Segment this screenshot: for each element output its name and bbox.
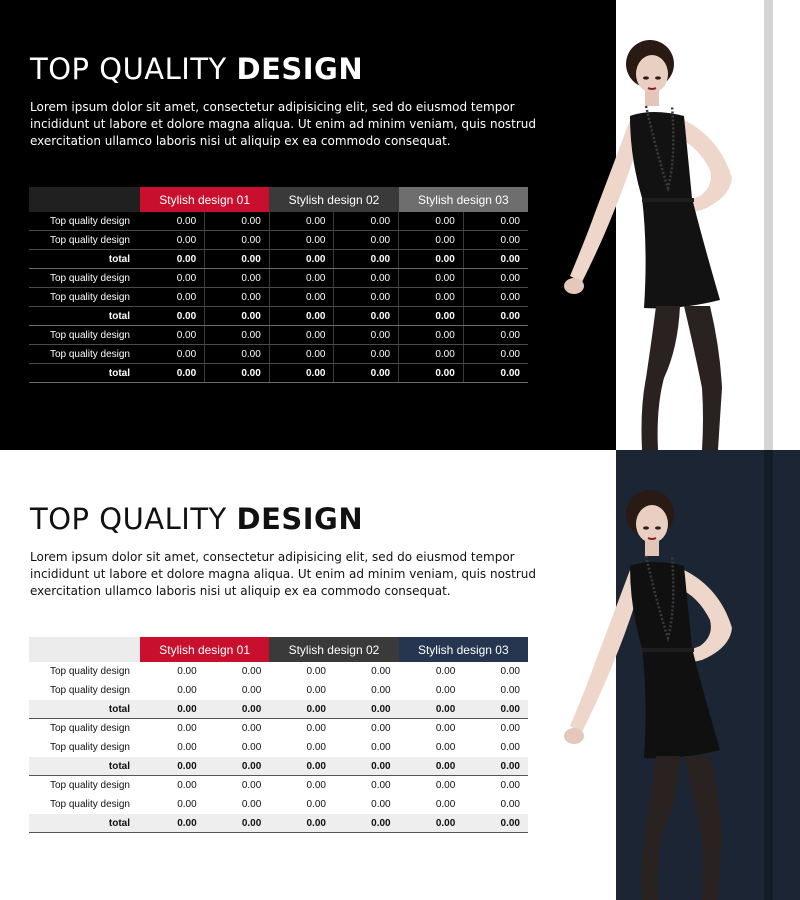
header-blank-cell <box>29 637 140 662</box>
value-cell: 0.00 <box>334 738 399 757</box>
value-cell: 0.00 <box>205 345 270 364</box>
value-cell: 0.00 <box>205 719 270 738</box>
value-cell: 0.00 <box>334 700 399 719</box>
value-cell: 0.00 <box>205 231 270 250</box>
value-cell: 0.00 <box>269 814 334 833</box>
row-label: Top quality design <box>29 326 140 345</box>
value-cell: 0.00 <box>463 662 528 681</box>
total-row <box>29 700 528 719</box>
value-cell: 0.00 <box>334 212 399 231</box>
value-cell: 0.00 <box>205 250 270 269</box>
value-cell: 0.00 <box>334 288 399 307</box>
value-cell: 0.00 <box>269 288 334 307</box>
value-cell: 0.00 <box>140 250 205 269</box>
model-photo <box>560 38 750 450</box>
value-cell: 0.00 <box>463 795 528 814</box>
value-cell: 0.00 <box>399 662 464 681</box>
value-cell: 0.00 <box>205 757 270 776</box>
value-cell: 0.00 <box>463 757 528 776</box>
value-cell: 0.00 <box>463 738 528 757</box>
value-cell: 0.00 <box>269 326 334 345</box>
value-cell: 0.00 <box>334 326 399 345</box>
value-cell: 0.00 <box>269 795 334 814</box>
row-label: Top quality design <box>29 269 140 288</box>
table-row <box>29 719 528 738</box>
value-cell: 0.00 <box>269 738 334 757</box>
value-cell: 0.00 <box>463 212 528 231</box>
value-cell: 0.00 <box>205 212 270 231</box>
header-stylish-design-01: Stylish design 01 <box>140 637 269 662</box>
value-cell: 0.00 <box>399 212 464 231</box>
value-cell: 0.00 <box>205 288 270 307</box>
value-cell: 0.00 <box>463 326 528 345</box>
model-photo <box>560 488 750 900</box>
table-row <box>29 681 528 700</box>
table-row <box>29 795 528 814</box>
value-cell: 0.00 <box>205 364 270 383</box>
table-row <box>29 288 528 307</box>
value-cell: 0.00 <box>140 700 205 719</box>
total-row <box>29 757 528 776</box>
value-cell: 0.00 <box>205 326 270 345</box>
value-cell: 0.00 <box>399 681 464 700</box>
slide-paragraph: Lorem ipsum dolor sit amet, consectetur adipisicing elit, sed do eiusmod tempor incididunt ut labore et dolore magna aliqua. Ut enim ad minim veniam, quis nostrud exercitation ullamco laboris nisi ut aliquip ex ea commodo consequat. <box>30 100 537 148</box>
value-cell: 0.00 <box>269 662 334 681</box>
value-cell: 0.00 <box>205 795 270 814</box>
value-cell: 0.00 <box>399 814 464 833</box>
value-cell: 0.00 <box>399 250 464 269</box>
value-cell: 0.00 <box>205 662 270 681</box>
value-cell: 0.00 <box>334 662 399 681</box>
value-cell: 0.00 <box>399 738 464 757</box>
header-stylish-design-02: Stylish design 02 <box>269 187 398 212</box>
table-row <box>29 738 528 757</box>
value-cell: 0.00 <box>269 776 334 795</box>
value-cell: 0.00 <box>140 288 205 307</box>
value-cell: 0.00 <box>140 757 205 776</box>
table-row <box>29 231 528 250</box>
title-bold-part: DESIGN <box>236 52 364 86</box>
row-label: Top quality design <box>29 345 140 364</box>
value-cell: 0.00 <box>399 700 464 719</box>
row-label: Top quality design <box>29 212 140 231</box>
value-cell: 0.00 <box>399 776 464 795</box>
value-cell: 0.00 <box>334 364 399 383</box>
total-label: total <box>29 814 140 833</box>
header-blank-cell <box>29 187 140 212</box>
value-cell: 0.00 <box>399 719 464 738</box>
value-cell: 0.00 <box>205 776 270 795</box>
row-label: Top quality design <box>29 719 140 738</box>
value-cell: 0.00 <box>463 231 528 250</box>
value-cell: 0.00 <box>463 307 528 326</box>
value-cell: 0.00 <box>205 269 270 288</box>
value-cell: 0.00 <box>140 814 205 833</box>
table-row <box>29 212 528 231</box>
value-cell: 0.00 <box>463 345 528 364</box>
value-cell: 0.00 <box>334 231 399 250</box>
value-cell: 0.00 <box>140 345 205 364</box>
value-cell: 0.00 <box>269 719 334 738</box>
value-cell: 0.00 <box>399 231 464 250</box>
table-header-row <box>29 187 528 212</box>
value-cell: 0.00 <box>463 250 528 269</box>
value-cell: 0.00 <box>140 231 205 250</box>
value-cell: 0.00 <box>140 326 205 345</box>
value-cell: 0.00 <box>269 307 334 326</box>
value-cell: 0.00 <box>399 326 464 345</box>
total-row <box>29 250 528 269</box>
value-cell: 0.00 <box>140 269 205 288</box>
slide-title <box>30 502 363 536</box>
value-cell: 0.00 <box>269 212 334 231</box>
value-cell: 0.00 <box>140 662 205 681</box>
value-cell: 0.00 <box>463 288 528 307</box>
value-cell: 0.00 <box>269 231 334 250</box>
total-label: total <box>29 250 140 269</box>
value-cell: 0.00 <box>269 250 334 269</box>
value-cell: 0.00 <box>140 681 205 700</box>
table-row <box>29 345 528 364</box>
value-cell: 0.00 <box>269 345 334 364</box>
value-cell: 0.00 <box>399 345 464 364</box>
value-cell: 0.00 <box>463 776 528 795</box>
slide-light <box>0 450 800 900</box>
total-label: total <box>29 364 140 383</box>
value-cell: 0.00 <box>140 212 205 231</box>
total-label: total <box>29 757 140 776</box>
table-row <box>29 269 528 288</box>
value-cell: 0.00 <box>399 795 464 814</box>
total-row <box>29 364 528 383</box>
side-stripe <box>764 0 773 450</box>
value-cell: 0.00 <box>334 757 399 776</box>
slide-title <box>30 52 363 86</box>
value-cell: 0.00 <box>269 757 334 776</box>
title-light-part: TOP QUALITY <box>30 52 237 86</box>
value-cell: 0.00 <box>140 307 205 326</box>
row-label: Top quality design <box>29 795 140 814</box>
value-cell: 0.00 <box>205 307 270 326</box>
row-label: Top quality design <box>29 231 140 250</box>
value-cell: 0.00 <box>269 269 334 288</box>
value-cell: 0.00 <box>205 681 270 700</box>
value-cell: 0.00 <box>140 719 205 738</box>
header-stylish-design-03: Stylish design 03 <box>399 637 528 662</box>
value-cell: 0.00 <box>205 738 270 757</box>
header-stylish-design-01: Stylish design 01 <box>140 187 269 212</box>
value-cell: 0.00 <box>205 814 270 833</box>
title-light-part: TOP QUALITY <box>30 502 237 536</box>
row-label: Top quality design <box>29 776 140 795</box>
title-bold-part: DESIGN <box>236 502 364 536</box>
value-cell: 0.00 <box>463 700 528 719</box>
row-label: Top quality design <box>29 681 140 700</box>
value-cell: 0.00 <box>463 681 528 700</box>
value-cell: 0.00 <box>334 345 399 364</box>
value-cell: 0.00 <box>269 681 334 700</box>
slide-paragraph: Lorem ipsum dolor sit amet, consectetur adipisicing elit, sed do eiusmod tempor incididunt ut labore et dolore magna aliqua. Ut enim ad minim veniam, quis nostrud exercitation ullamco laboris nisi ut aliquip ex ea commodo consequat. <box>30 550 537 598</box>
value-cell: 0.00 <box>269 700 334 719</box>
table-body <box>29 212 528 383</box>
table-body <box>29 662 528 833</box>
value-cell: 0.00 <box>463 269 528 288</box>
value-cell: 0.00 <box>334 814 399 833</box>
side-stripe <box>764 450 773 900</box>
value-cell: 0.00 <box>334 307 399 326</box>
table-row <box>29 662 528 681</box>
value-cell: 0.00 <box>463 364 528 383</box>
value-cell: 0.00 <box>463 814 528 833</box>
value-cell: 0.00 <box>334 776 399 795</box>
value-cell: 0.00 <box>205 700 270 719</box>
row-label: Top quality design <box>29 288 140 307</box>
value-cell: 0.00 <box>140 364 205 383</box>
value-cell: 0.00 <box>334 795 399 814</box>
header-stylish-design-03: Stylish design 03 <box>399 187 528 212</box>
value-cell: 0.00 <box>269 364 334 383</box>
total-label: total <box>29 700 140 719</box>
value-cell: 0.00 <box>399 288 464 307</box>
table-header-row <box>29 637 528 662</box>
row-label: Top quality design <box>29 662 140 681</box>
value-cell: 0.00 <box>140 795 205 814</box>
table-row <box>29 326 528 345</box>
data-table <box>29 187 528 383</box>
row-label: Top quality design <box>29 738 140 757</box>
value-cell: 0.00 <box>140 776 205 795</box>
data-table <box>29 637 528 833</box>
value-cell: 0.00 <box>140 738 205 757</box>
value-cell: 0.00 <box>399 364 464 383</box>
header-stylish-design-02: Stylish design 02 <box>269 637 398 662</box>
total-row <box>29 307 528 326</box>
value-cell: 0.00 <box>399 269 464 288</box>
total-label: total <box>29 307 140 326</box>
value-cell: 0.00 <box>399 307 464 326</box>
value-cell: 0.00 <box>334 719 399 738</box>
total-row <box>29 814 528 833</box>
value-cell: 0.00 <box>334 681 399 700</box>
value-cell: 0.00 <box>463 719 528 738</box>
table-row <box>29 776 528 795</box>
value-cell: 0.00 <box>399 757 464 776</box>
value-cell: 0.00 <box>334 250 399 269</box>
value-cell: 0.00 <box>334 269 399 288</box>
